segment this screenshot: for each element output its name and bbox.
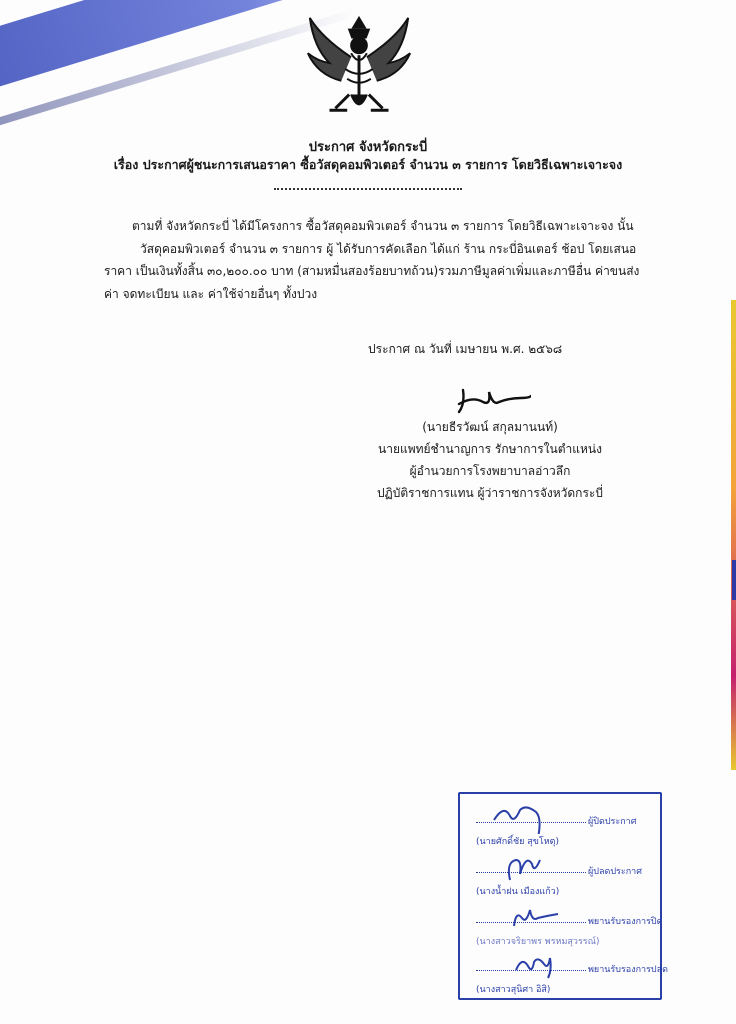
page-edge-blue-strip	[732, 560, 736, 600]
signature-line	[476, 970, 586, 971]
signer-position: ผู้อำนวยการโรงพยาบาลอ่าวลึก	[409, 464, 571, 478]
stamp-role: ผู้ปลดประกาศ	[588, 867, 642, 877]
stamp-row	[460, 800, 660, 850]
signer-position: นายแพทย์ชำนาญการ รักษาการในตำแหน่ง	[378, 442, 602, 456]
signature-icon	[455, 386, 531, 416]
announcement-date: ประกาศ ณ วันที่ เมษายน พ.ศ. ๒๕๖๘	[368, 342, 563, 356]
stamp-row	[460, 948, 669, 998]
stamp-name: (นายศักดิ์ชัย สุขโหตุ)	[476, 837, 560, 847]
announcement-title: ประกาศ จังหวัดกระบี่	[308, 140, 428, 155]
signature-icon	[490, 900, 580, 934]
stamp-role: ผู้ปิดประกาศ	[588, 817, 637, 827]
stamp-row	[460, 850, 660, 900]
body-line: ค่า จดทะเบียน และ ค่าใช้จ่ายอื่นๆ ทั้งปวง	[104, 286, 318, 301]
signature-icon	[490, 948, 580, 982]
posting-stamp	[458, 792, 669, 1000]
stamp-row	[460, 900, 663, 950]
garuda-emblem-icon	[300, 8, 418, 126]
signer-position: ปฏิบัติราชการแทน ผู้ว่าราชการจังหวัดกระบี่	[377, 486, 603, 500]
signature-line	[476, 872, 586, 873]
announcement-subject: เรื่อง ประกาศผู้ชนะการเสนอราคา ซื้อวัสดุคอมพิวเตอร์ จำนวน ๓ รายการ โดยวิธีเฉพาะเจาะจง	[113, 157, 623, 172]
page-edge-color-strip	[731, 300, 736, 770]
signer-name: (นายธีรวัฒน์ สกุลมานนท์)	[422, 420, 558, 434]
signature-icon	[490, 850, 580, 884]
dotted-divider	[274, 188, 462, 190]
body-line: ตามที่ จังหวัดกระบี่ ได้มีโครงการ ซื้อวัสดุคอมพิวเตอร์ จำนวน ๓ รายการ โดยวิธีเฉพาะเจาะจง นั้น	[132, 219, 634, 233]
announcement-body	[104, 215, 644, 305]
stamp-role: พยานรับรองการปลด	[588, 965, 669, 975]
stamp-name: (นางน้ำฝน เมืองแก้ว)	[476, 887, 560, 897]
body-line: วัสดุคอมพิวเตอร์ จำนวน ๓ รายการ ผู้ ได้รับการคัดเลือก ได้แก่ ร้าน กระบี่อินเตอร์ ช้อป โดยเสนอ	[140, 241, 637, 256]
body-line: ราคา เป็นเงินทั้งสิ้น ๓๐,๒๐๐.๐๐ บาท (สามหมื่นสองร้อยบาทถ้วน)รวมภาษีมูลค่าเพิ่มและภาษีอื่น ค่าขนส่ง	[104, 264, 640, 278]
signature-line	[476, 922, 586, 923]
signature-icon	[490, 800, 580, 834]
stamp-name: (นางสาวสุนิศา อิสิ)	[476, 985, 551, 995]
stamp-name: (นางสาวจริยาพร พรหมสุวรรณ์)	[476, 937, 600, 947]
signature-line	[476, 822, 586, 823]
stamp-role: พยานรับรองการปิด	[588, 917, 663, 927]
